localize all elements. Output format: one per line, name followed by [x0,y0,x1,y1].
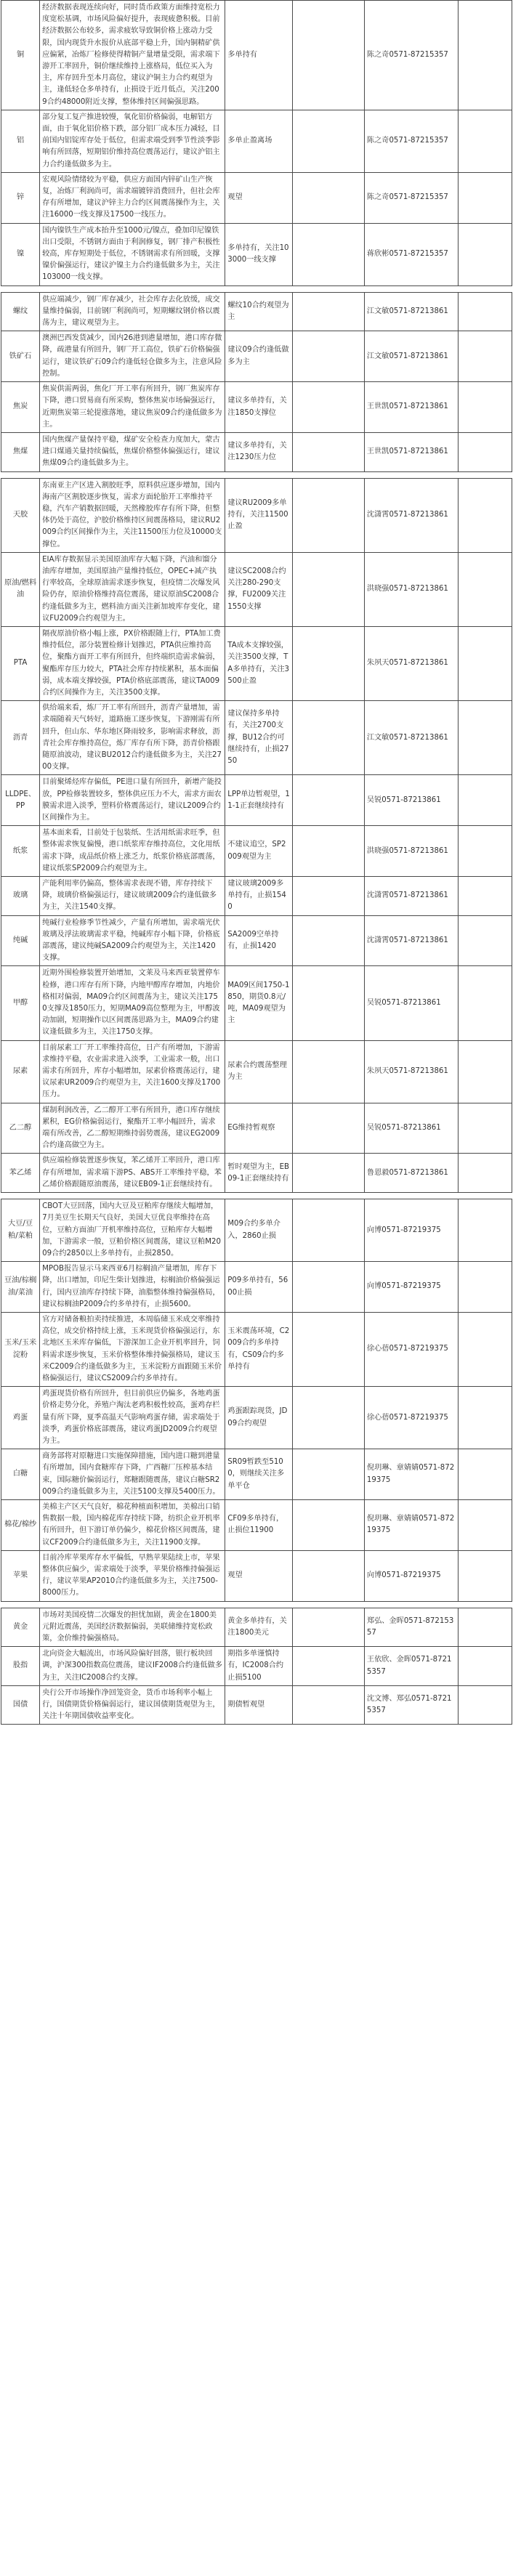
variety-cell: 螺纹 [1,292,40,331]
table-row [1,626,512,700]
variety-cell: 苯乙烯 [1,1154,40,1193]
contact-cell: 倪玥琳、章婧婧0571-87219375 [364,1449,458,1500]
commentary-cell: 官方对储备粮拍卖持续推进，本周临储玉米成交率维持高位，成交价格持续上涨，玉米现货价格偏强运行，东北地区玉米库存偏低，下游深加工企业开机率回升，饲料需求逐步恢复，玉米价格整体维持偏强格局，建议玉米C2009合约逢低做多为主，玉米淀粉方面跟随玉米价格偏强运行，建议CS2009合约多单持有。 [40,1312,225,1386]
research-cell [292,915,364,966]
commentary-cell: 商务部将对原糖进口实施保障措施，国内进口糖到港量有所增加，国内食糖库存下降，广西糖厂压榨基本结束，国际糖价偏弱运行，郑糖跟随震荡，建议白糖SR2009合约逢低做多为主，关注5100支撑及5400压力。 [40,1449,225,1500]
contact-cell: 向博0571-87219375 [364,1550,458,1601]
contact-cell: 王世凯0571-87213861 [364,382,458,433]
extra-cell [459,877,512,916]
commentary-cell: 部分复工复产推进较慢，氧化铝价格偏弱，电解铝方面，由于氧化铝价格下跌，部分铝厂成本压力减轻，目前国内铝锭库存处于低位，但需求端受到季节性淡季影响有所回落，短期铝价维持高位震荡运行，建议沪铝主力合约逢低做多为主。 [40,110,225,172]
variety-cell: 铁矿石 [1,331,40,382]
section-gap-cell [1,285,512,292]
extra-cell [459,223,512,285]
table-row [1,1647,512,1686]
table-row [1,1550,512,1601]
variety-cell: 棉花/棉纱 [1,1499,40,1550]
research-cell [292,110,364,172]
commentary-cell: 美棉主产区天气良好，棉花种植面积增加，美棉出口销售数据一般，国内棉花库存持续下降，纺织企业开机率有所回升，但下游订单仍偏少，棉花价格区间震荡，建议CF2009合约逢低做多为主，关注11900支撑。 [40,1499,225,1550]
view-cell: 观望 [225,1550,293,1601]
variety-cell: 焦煤 [1,432,40,471]
commentary-cell: 目前冷库苹果库存水平偏低，早熟苹果陆续上市，苹果整体供应偏少，需求端处于淡季，苹果价格维持偏强运行，建议苹果AP2010合约逢低做多为主，关注7500-8000压力。 [40,1550,225,1601]
contact-cell: 陈之奇0571-87215357 [364,1,458,110]
variety-cell: 铜 [1,1,40,110]
table-row [1,382,512,433]
research-cell [292,1,364,110]
table-row [1,478,512,552]
extra-cell [459,826,512,877]
view-cell: MA09区间1750-1850，期货0.8元/吨，MA09观望为主 [225,966,293,1040]
commentary-cell: 鸡蛋现货价格有所回升，但目前供应仍偏多，各地鸡蛋价格走势分化，养殖户淘汰老鸡积极性较高，蛋鸡存栏量有所下降，夏季高温天气影响鸡蛋存储，需求端处于淡季，鸡蛋价格底部震荡，建议鸡蛋JD2009合约观望为主。 [40,1387,225,1449]
table-row [1,331,512,382]
variety-cell: 镍 [1,223,40,285]
variety-cell: 黄金 [1,1608,40,1647]
research-cell [292,701,364,775]
variety-cell: 鸡蛋 [1,1387,40,1449]
section-gap [1,471,512,478]
contact-cell: 沈潇霄0571-87213861 [364,877,458,916]
variety-cell: 豆油/棕榈油/菜油 [1,1262,40,1313]
research-cell [292,382,364,433]
view-cell: 建议09合约逢低做多为主 [225,331,293,382]
contact-cell: 陈之奇0571-87215357 [364,172,458,223]
extra-cell [459,915,512,966]
variety-cell: 原油/燃料油 [1,552,40,626]
extra-cell [459,1685,512,1725]
section-gap-cell [1,1601,512,1608]
table-row [1,552,512,626]
commentary-cell: 焦炭供需两弱，焦化厂开工率有所回升，钢厂焦炭库存下降，港口贸易商有所采购，整体焦炭市场偏强运行，近期焦炭第三轮提涨落地，建议焦炭09合约逢低做多为主。 [40,382,225,433]
research-cell [292,1608,364,1647]
research-cell [292,1103,364,1154]
table-row [1,775,512,826]
contact-cell: 徐心蓓0571-87219375 [364,1387,458,1449]
commentary-cell: 供应端减少，钢厂库存减少，社会库存去化放缓，成交量维持偏弱，目前钢厂利润尚可，短期螺纹钢价格以震荡为主，建议观望为主。 [40,292,225,331]
extra-cell [459,382,512,433]
research-cell [292,478,364,552]
contact-cell: 沈文博、郑弘0571-87215357 [364,1685,458,1725]
research-cell [292,877,364,916]
view-cell: 观望 [225,172,293,223]
table-row [1,1,512,110]
variety-cell: LLDPE、PP [1,775,40,826]
section-gap [1,285,512,292]
variety-cell: 沥青 [1,701,40,775]
research-cell [292,1387,364,1449]
extra-cell [459,1262,512,1313]
strategy-table [1,0,512,1725]
commentary-cell: 经济数据表现连续向好，同时货币政策方面维持宽松力度宽松基调，市场风险偏好提升，表现疲惫积极。目前经济数据公布较多，需求疲软导致铜价格上涨动力受限，国内现货升水报价从底部平稳上升，国内铜精矿供应偏紧，冶炼厂检修使得精铜产量增量受限，需求端下游开工率回升，铜价继续维持上涨格局，低位买入为主，库存回升至本月高位，建议沪铜主力合约观望为主，逢低轻仓多单持有，止损设于近月低点，关注2009合约48000附近支撑，整体维持区间偏强思路。 [40,1,225,110]
commentary-cell: 隔夜原油价格小幅上涨，PX价格跟随上行，PTA加工费维持低位，部分装置检修计划推迟，PTA供应维持高位，聚酯方面开工率有所回升，但终端织造需求偏弱，聚酯库存压力较大，PTA社会库存持续累积，基本面偏弱，成本端支撑较强，PTA价格底部震荡，建议TA009合约区间操作为主，关注3500支撑。 [40,626,225,700]
commentary-cell: 纯碱行业检修季节性减少，产量有所增加，需求端光伏玻璃及浮法玻璃需求平稳，纯碱库存小幅下降，价格底部震荡，建议纯碱SA2009合约观望为主，关注1420支撑。 [40,915,225,966]
variety-cell: 国债 [1,1685,40,1725]
contact-cell: 沈潇霄0571-87213861 [364,478,458,552]
view-cell: 建议RU2009多单持有，关注11500止盈 [225,478,293,552]
contact-cell: 洪晓强0571-87213861 [364,552,458,626]
extra-cell [459,478,512,552]
commentary-cell: 目前尿素工厂开工率维持高位，日产有所增加，下游需求维持平稳，农业需求进入淡季，工业需求一般，出口需求有所回升，库存小幅增加，尿素价格震荡运行，建议尿素UR2009合约观望为主，关注1600支撑及1700压力。 [40,1040,225,1103]
table-row [1,1387,512,1449]
research-cell [292,292,364,331]
variety-cell: 甲醇 [1,966,40,1040]
commentary-cell: MPOB报告显示马来西亚6月棕榈油产量增加，库存下降，出口增加，印尼生柴计划推进，棕榈油价格偏强运行，国内豆油库存持续下降，油脂整体维持偏强格局，建议棕榈油P2009合约多单持有，止损5600。 [40,1262,225,1313]
extra-cell [459,1449,512,1500]
extra-cell [459,331,512,382]
view-cell: 多单持有，关注103000一线支撑 [225,223,293,285]
view-cell: 期债暂观望 [225,1685,293,1725]
variety-cell: 纸浆 [1,826,40,877]
commentary-cell: 市场对美国疫情二次爆发的担忧加剧，黄金在1800美元附近震荡，美国经济数据偏弱，美联储维持宽松政策，金价维持偏强格局。 [40,1608,225,1647]
research-cell [292,1312,364,1386]
contact-cell: 鲁恩毅0571-87213861 [364,1154,458,1193]
view-cell: 建议多单持有，关注1230压力位 [225,432,293,471]
research-cell [292,1262,364,1313]
view-cell: 多单持有 [225,1,293,110]
contact-cell: 江文敏0571-87213861 [364,292,458,331]
view-cell: 尿素合约震荡整理为主 [225,1040,293,1103]
table-row [1,915,512,966]
commentary-cell: CBOT大豆回落，国内大豆及豆粕库存继续大幅增加，7月美豆生长期天气良好，美国大豆优良率维持在高位，豆粕方面油厂开机率维持高位，豆粕库存大幅增加，下游需求一般，豆粕价格区间震荡，建议豆粕M2009合约2850以上多单持有，止损2850。 [40,1199,225,1262]
contact-cell: 朱夙天0571-87213861 [364,1040,458,1103]
strategy-table-body [1,1,512,1725]
variety-cell: 乙二醇 [1,1103,40,1154]
section-gap [1,1601,512,1608]
view-cell: P09多单持有，5600止损 [225,1262,293,1313]
research-cell [292,1647,364,1686]
variety-cell: 玉米/玉米淀粉 [1,1312,40,1386]
research-cell [292,966,364,1040]
extra-cell [459,1647,512,1686]
table-row [1,172,512,223]
commentary-cell: 国内镍铁生产成本抬升至1000元/镍点，叠加印尼镍铁出口受限，不锈钢方面由于利润修复，钢厂排产积极性较高，库存短期处于低位，不锈钢需求有所回暖，支撑镍价偏强运行，建议沪镍主力合约逢低做多为主，关注103000一线支撑。 [40,223,225,285]
commentary-cell: 近期外围检修装置开始增加，文莱及马来西亚装置停车检修，港口库存有所下降，内地甲醇库存增加，内地价格相对偏弱，MA09合约区间震荡为主，建议关注1750支撑及1850压力，短期MA09高位整理为主，甲醇波动加剧，短期操作以区间震荡思路为主，MA09合约建议逢低做多为主，关注1750支撑。 [40,966,225,1040]
extra-cell [459,775,512,826]
commentary-cell: 目前聚烯烃库存偏低，PE进口量有所回升，新增产能投放，PP检修装置较多，整体供应压力不大，需求方面农膜需求进入淡季，塑料价格震荡运行，建议L2009合约区间操作为主。 [40,775,225,826]
view-cell: SR09暂跌至5100，则继续关注多单平仓 [225,1449,293,1500]
variety-cell: 天胶 [1,478,40,552]
view-cell: 建议SC2008合约关注280-290支撑，FU2009关注1550支撑 [225,552,293,626]
view-cell: 鸡蛋跟踪现货，JD09合约观望 [225,1387,293,1449]
view-cell: 建议保持多单持有，关注2700支撑，BU12合约可继续持有，止损2750 [225,701,293,775]
research-cell [292,1449,364,1500]
extra-cell [459,292,512,331]
extra-cell [459,110,512,172]
contact-cell: 朱夙天0571-87213861 [364,626,458,700]
research-cell [292,1550,364,1601]
table-row [1,701,512,775]
extra-cell [459,1608,512,1647]
contact-cell: 倪玥琳、章婧婧0571-87219375 [364,1499,458,1550]
variety-cell: 股指 [1,1647,40,1686]
table-row [1,877,512,916]
view-cell: 不建议追空，SP2009观望为主 [225,826,293,877]
extra-cell [459,1,512,110]
commentary-cell: 国内焦煤产量保持平稳，煤矿安全检查力度加大，蒙古进口煤通关量持续偏低，焦煤价格整体偏强运行，建议焦煤09合约逢低做多为主。 [40,432,225,471]
research-cell [292,1040,364,1103]
variety-cell: PTA [1,626,40,700]
commentary-cell: 北向资金大幅流出，市场风险偏好回落，银行板块回调，沪深300指数高位震荡，建议IF2008合约逢低做多为主，关注IC2008合约支撑。 [40,1647,225,1686]
section-gap-cell [1,471,512,478]
view-cell: 多单止盈离场 [225,110,293,172]
variety-cell: 纯碱 [1,915,40,966]
commentary-cell: 供给端来看，炼厂开工率有所回升，沥青产量增加，需求端随着天气转好，道路施工逐步恢复，下游刚需有所回升，但山东、华东地区降雨较多，影响需求释放，沥青社会库存维持高位，炼厂库存有所下降，沥青价格跟随原油波动，建议BU2012合约逢低做多为主，关注2700支撑。 [40,701,225,775]
view-cell: M09合约多单介入，2860止损 [225,1199,293,1262]
commentary-cell: 东南亚主产区进入割胶旺季，原料供应逐步增加，国内海南产区割胶逐步恢复，需求方面轮胎开工率维持平稳，汽车产销数据回暖，天然橡胶库存有所下降，但整体仍处于高位，沪胶价格维持区间震荡格局，建议RU2009合约区间操作为主，关注11500压力位及10000支撑位。 [40,478,225,552]
extra-cell [459,432,512,471]
extra-cell [459,1154,512,1193]
commentary-cell: 宏观风险情绪较为平稳，供应方面国内锌矿山生产恢复，冶炼厂利润尚可，需求端镀锌消费回升，但社会库存有所增加，建议沪锌主力合约区间震荡操作为主，关注16000一线支撑及17500一线压力。 [40,172,225,223]
table-row [1,110,512,172]
view-cell: 黄金多单持有，关注1800美元 [225,1608,293,1647]
table-row [1,1040,512,1103]
extra-cell [459,1387,512,1449]
extra-cell [459,1103,512,1154]
contact-cell: 王依欣、金晖0571-87215357 [364,1647,458,1686]
contact-cell: 洪晓强0571-87213861 [364,826,458,877]
extra-cell [459,966,512,1040]
table-row [1,1154,512,1193]
research-cell [292,552,364,626]
variety-cell: 玻璃 [1,877,40,916]
extra-cell [459,552,512,626]
commentary-cell: 基本面来看，目前处于包装纸、生活用纸需求旺季，但整体需求恢复偏慢，港口纸浆库存维持高位，文化用纸需求下降，成品纸价格上涨乏力，纸浆价格底部震荡，建议纸浆SP2009合约观望为主。 [40,826,225,877]
research-cell [292,1685,364,1725]
variety-cell: 大豆/豆粕/菜粕 [1,1199,40,1262]
contact-cell: 向博0571-87219375 [364,1199,458,1262]
table-row [1,826,512,877]
view-cell: 期指多单谨慎持有，IC2008合约止损5100 [225,1647,293,1686]
view-cell: TA成本支撑较强，关注3500支撑，TA多单持有，关注3500止盈 [225,626,293,700]
table-row [1,1262,512,1313]
view-cell: 建议玻璃2009多单持有，止损1540 [225,877,293,916]
section-gap-cell [1,1193,512,1199]
contact-cell: 沈潇霄0571-87213861 [364,915,458,966]
research-cell [292,223,364,285]
table-row [1,223,512,285]
view-cell: 暂时观望为主，EB09-1正套继续持有 [225,1154,293,1193]
table-row [1,1608,512,1647]
research-cell [292,1199,364,1262]
view-cell: EG维持暂观察 [225,1103,293,1154]
contact-cell: 徐心蓓0571-87219375 [364,1312,458,1386]
table-row [1,966,512,1040]
table-row [1,292,512,331]
extra-cell [459,626,512,700]
contact-cell: 吴锐0571-87213861 [364,1103,458,1154]
contact-cell: 江文敏0571-87213861 [364,701,458,775]
commentary-cell: EIA库存数据显示美国原油库存大幅下降，汽油和馏分油库存增加，美国原油产量维持低位，OPEC+减产执行率较高，全球原油需求逐步恢复，但疫情二次爆发风险仍存，原油价格维持高位震荡，建议原油SC2008合约逢低做多为主，燃料油方面关注新加坡库存变化，建议FU2009合约观望为主。 [40,552,225,626]
research-cell [292,172,364,223]
variety-cell: 锌 [1,172,40,223]
table-row [1,1312,512,1386]
view-cell: LPP单边暂观望，11-1正套继续持有 [225,775,293,826]
table-row [1,1685,512,1725]
contact-cell: 郑弘、金晖0571-87215357 [364,1608,458,1647]
research-cell [292,826,364,877]
research-cell [292,626,364,700]
view-cell: 建议多单持有，关注1850支撑位 [225,382,293,433]
commentary-cell: 澳洲巴西发货减少，国内26港到港量增加，港口库存微降，疏港量有所回升，钢厂开工高位，铁矿石价格偏强运行，建议铁矿石09合约逢低轻仓做多为主，注意风险控制。 [40,331,225,382]
variety-cell: 铝 [1,110,40,172]
research-cell [292,775,364,826]
variety-cell: 焦炭 [1,382,40,433]
extra-cell [459,1312,512,1386]
commentary-cell: 煤制利润改善，乙二醇开工率有所回升，港口库存继续累积，EG价格偏弱运行，聚酯开工率小幅回升，需求端有所改善，乙二醇短期维持弱势震荡，建议EG2009合约逢高做空为主。 [40,1103,225,1154]
table-row [1,1199,512,1262]
table-row [1,1449,512,1500]
view-cell: SA2009空单持有，止损1420 [225,915,293,966]
table-row [1,1103,512,1154]
view-cell: 螺纹10合约观望为主 [225,292,293,331]
table-row [1,432,512,471]
extra-cell [459,1199,512,1262]
research-cell [292,432,364,471]
section-gap [1,1193,512,1199]
extra-cell [459,172,512,223]
extra-cell [459,1499,512,1550]
commentary-cell: 供应端检修装置逐步恢复，苯乙烯开工率回升，港口库存有所增加，需求端下游PS、ABS开工率维持平稳，苯乙烯价格跟随原油震荡，建议EB09-1正套继续持有。 [40,1154,225,1193]
variety-cell: 白糖 [1,1449,40,1500]
view-cell: CF09多单持有，止损位11900 [225,1499,293,1550]
research-cell [292,1499,364,1550]
variety-cell: 苹果 [1,1550,40,1601]
research-cell [292,1154,364,1193]
table-row [1,1499,512,1550]
contact-cell: 陈之奇0571-87215357 [364,110,458,172]
contact-cell: 向博0571-87219375 [364,1262,458,1313]
contact-cell: 江文敏0571-87213861 [364,331,458,382]
contact-cell: 吴锐0571-87213861 [364,966,458,1040]
contact-cell: 蒋欣彬0571-87215357 [364,223,458,285]
view-cell: 玉米震荡环境，C2009合约多单持有，CS09合约多单持有 [225,1312,293,1386]
extra-cell [459,1550,512,1601]
commentary-cell: 产能利用率仍偏高，整体需求表现不错，库存持续下降，玻璃价格偏强运行，建议玻璃2009合约逢低做多为主，关注1540支撑。 [40,877,225,916]
variety-cell: 尿素 [1,1040,40,1103]
extra-cell [459,701,512,775]
contact-cell: 吴锐0571-87213861 [364,775,458,826]
contact-cell: 王世凯0571-87213861 [364,432,458,471]
extra-cell [459,1040,512,1103]
research-cell [292,331,364,382]
commentary-cell: 央行公开市场操作净回笼资金，货币市场利率小幅上行，国债期货价格偏弱运行，建议国债期货观望为主，关注十年期国债收益率变化。 [40,1685,225,1725]
